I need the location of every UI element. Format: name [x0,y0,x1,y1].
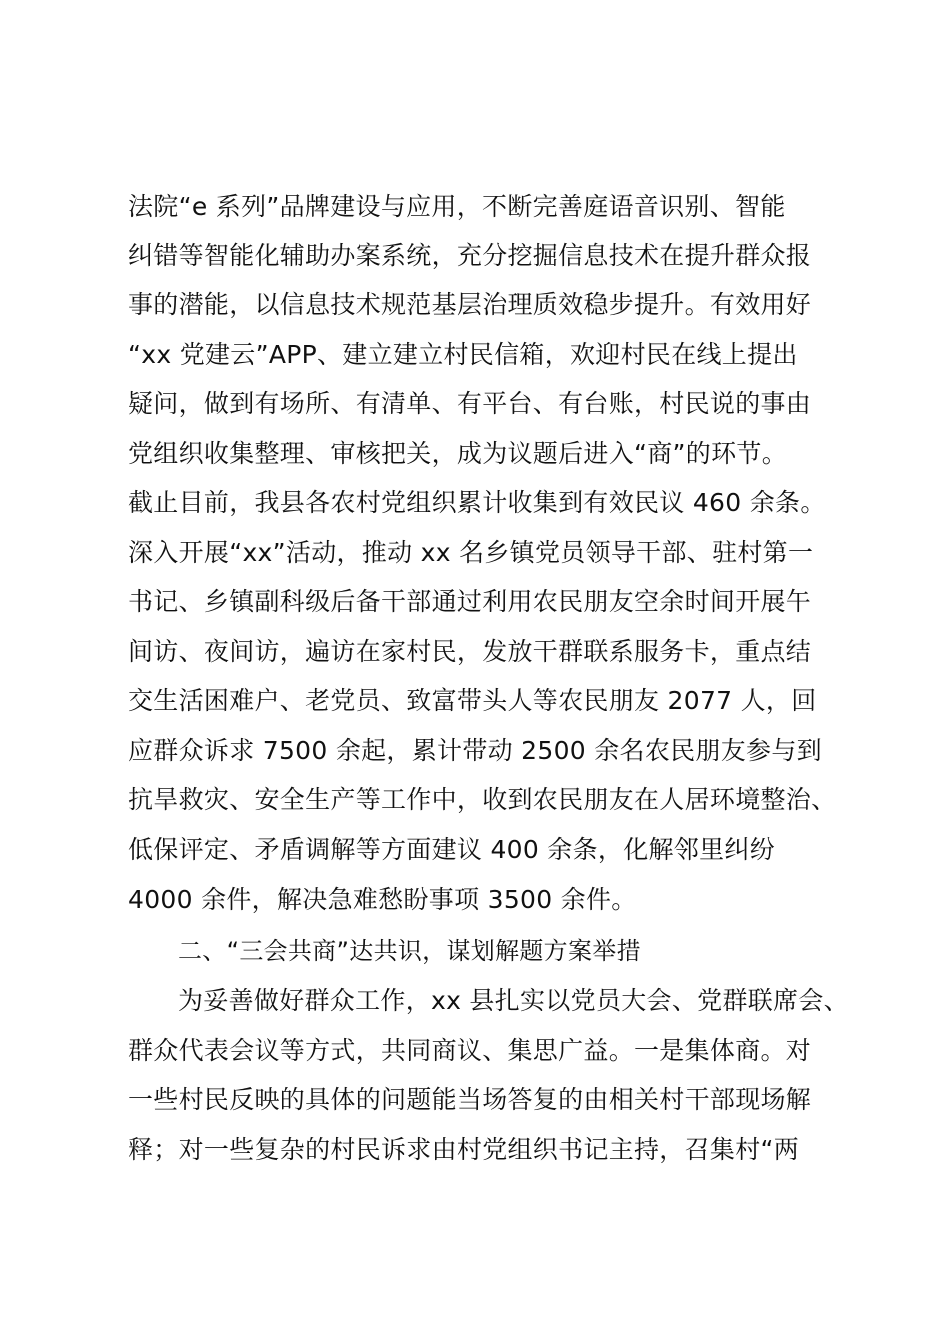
body-line-12: 应群众诉求 7500 余起，累计带动 2500 余名农民朋友参与到 [128,736,822,765]
body-line-16: 为妥善做好群众工作，xx 县扎实以党员大会、党群联席会、 [178,986,849,1015]
body-line-17: 群众代表会议等方式，共同商议、集思广益。一是集体商。对 [128,1036,812,1065]
body-line-10: 间访、夜间访，遍访在家村民，发放干群联系服务卡，重点结 [128,637,812,666]
body-line-15: 4000 余件，解决急难愁盼事项 3500 余件。 [128,885,637,914]
body-line-13: 抗旱救灾、安全生产等工作中，收到农民朋友在人居环境整治、 [128,785,837,814]
section-heading: 二、“三会共商”达共识，谋划解题方案举措 [178,937,641,965]
body-line-2: 纠错等智能化辅助办案系统，充分挖掘信息技术在提升群众报 [128,241,812,270]
body-line-8: 深入开展“xx”活动，推动 xx 名乡镇党员领导干部、驻村第一 [128,538,814,567]
body-line-18: 一些村民反映的具体的问题能当场答复的由相关村干部现场解 [128,1085,812,1114]
body-line-19: 释；对一些复杂的村民诉求由村党组织书记主持，召集村“两 [128,1135,800,1164]
body-line-3: 事的潜能，以信息技术规范基层治理质效稳步提升。有效用好 [128,290,812,319]
body-line-14: 低保评定、矛盾调解等方面建议 400 余条，化解邻里纠纷 [128,835,776,864]
body-line-1: 法院“e 系列”品牌建设与应用，不断完善庭语音识别、智能 [128,192,786,221]
body-line-5: 疑问，做到有场所、有清单、有平台、有台账，村民说的事由 [128,389,812,418]
body-line-7: 截止目前，我县各农村党组织累计收集到有效民议 460 余条。 [128,488,826,517]
body-line-11: 交生活困难户、老党员、致富带头人等农民朋友 2077 人，回 [128,686,817,715]
body-line-9: 书记、乡镇副科级后备干部通过利用农民朋友空余时间开展午 [128,587,812,616]
body-line-6: 党组织收集整理、审核把关，成为议题后进入“商”的环节。 [128,439,788,468]
body-line-4: “xx 党建云”APP、建立建立村民信箱，欢迎村民在线上提出 [128,340,798,369]
